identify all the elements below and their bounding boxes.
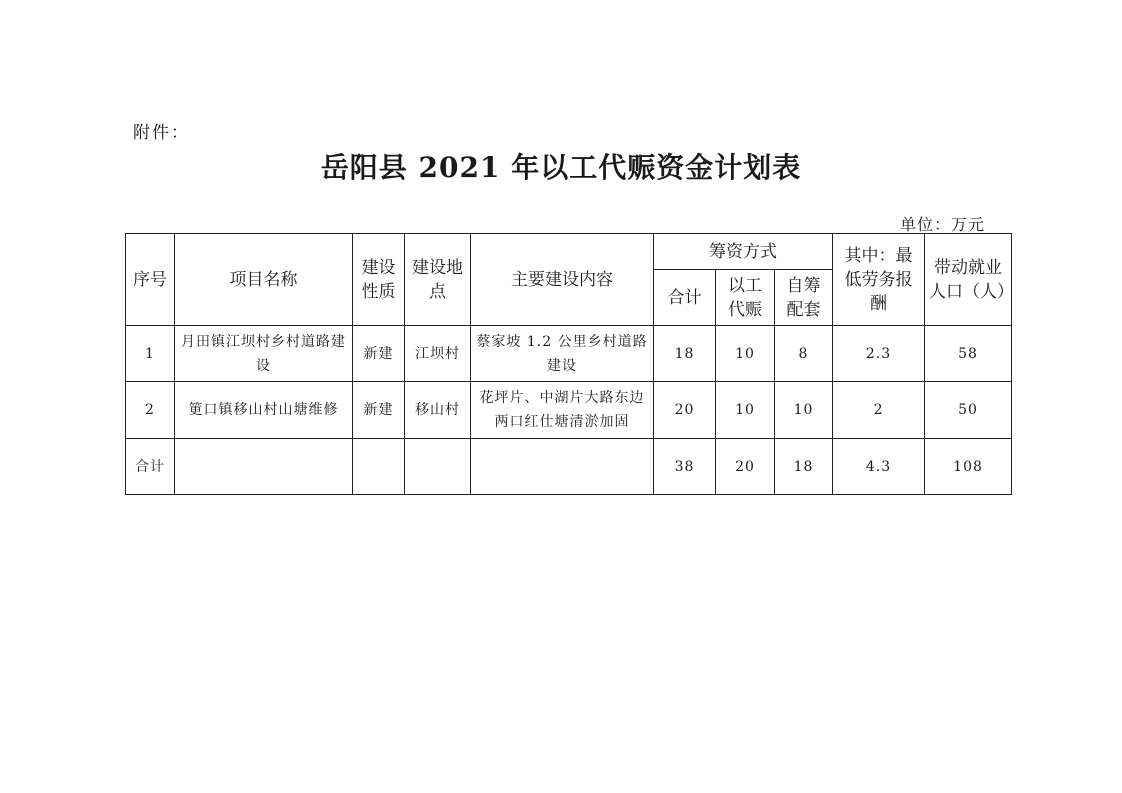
- cell-employment: 50: [925, 382, 1012, 439]
- summary-label: 合计: [126, 439, 175, 495]
- cell-work-relief: 10: [716, 326, 775, 382]
- summary-row: [126, 439, 1012, 495]
- funding-plan-table: [125, 233, 1015, 495]
- attachment-label: 附件：: [133, 123, 190, 143]
- cell-employment: 58: [925, 326, 1012, 382]
- cell-self-raised: 8: [775, 326, 833, 382]
- header-work-relief: 以工代赈: [716, 270, 775, 326]
- header-self-raised: 自筹配套: [775, 270, 833, 326]
- summary-work-relief: 20: [716, 439, 775, 495]
- header-index: 序号: [126, 234, 175, 326]
- cell-total: 18: [654, 326, 716, 382]
- summary-employment: 108: [925, 439, 1012, 495]
- cell-labor-pay: 2.3: [833, 326, 925, 382]
- header-employment: 带动就业人口（人）: [925, 234, 1012, 326]
- table-row: [126, 326, 1012, 382]
- header-content: 主要建设内容: [471, 234, 654, 326]
- header-location: 建设地点: [405, 234, 471, 326]
- page-title: 岳阳县 2021 年以工代赈资金计划表: [320, 151, 802, 184]
- header-nature: 建设性质: [353, 234, 405, 326]
- header-labor-pay: 其中：最低劳务报酬: [833, 234, 925, 326]
- cell-nature: 新建: [353, 326, 405, 382]
- cell-total: 20: [654, 382, 716, 439]
- table-row: [126, 382, 1012, 439]
- cell-location: 移山村: [405, 382, 471, 439]
- header-funding-group: 筹资方式: [654, 234, 833, 270]
- unit-label: 单位：万元: [900, 215, 986, 234]
- cell-index: 2: [126, 382, 175, 439]
- cell-content: 蔡家坡 1.2 公里乡村道路建设: [471, 326, 654, 382]
- cell-labor-pay: 2: [833, 382, 925, 439]
- header-total: 合计: [654, 270, 716, 326]
- summary-project-name: [175, 439, 353, 495]
- cell-index: 1: [126, 326, 175, 382]
- summary-nature: [353, 439, 405, 495]
- cell-location: 江坝村: [405, 326, 471, 382]
- summary-location: [405, 439, 471, 495]
- cell-self-raised: 10: [775, 382, 833, 439]
- summary-labor-pay: 4.3: [833, 439, 925, 495]
- header-project-name: 项目名称: [175, 234, 353, 326]
- summary-content: [471, 439, 654, 495]
- summary-total: 38: [654, 439, 716, 495]
- cell-work-relief: 10: [716, 382, 775, 439]
- summary-self-raised: 18: [775, 439, 833, 495]
- cell-content: 花坪片、中湖片大路东边两口红仕塘清淤加固: [471, 382, 654, 439]
- cell-nature: 新建: [353, 382, 405, 439]
- cell-project-name: 月田镇江坝村乡村道路建设: [175, 326, 353, 382]
- cell-project-name: 筻口镇移山村山塘维修: [175, 382, 353, 439]
